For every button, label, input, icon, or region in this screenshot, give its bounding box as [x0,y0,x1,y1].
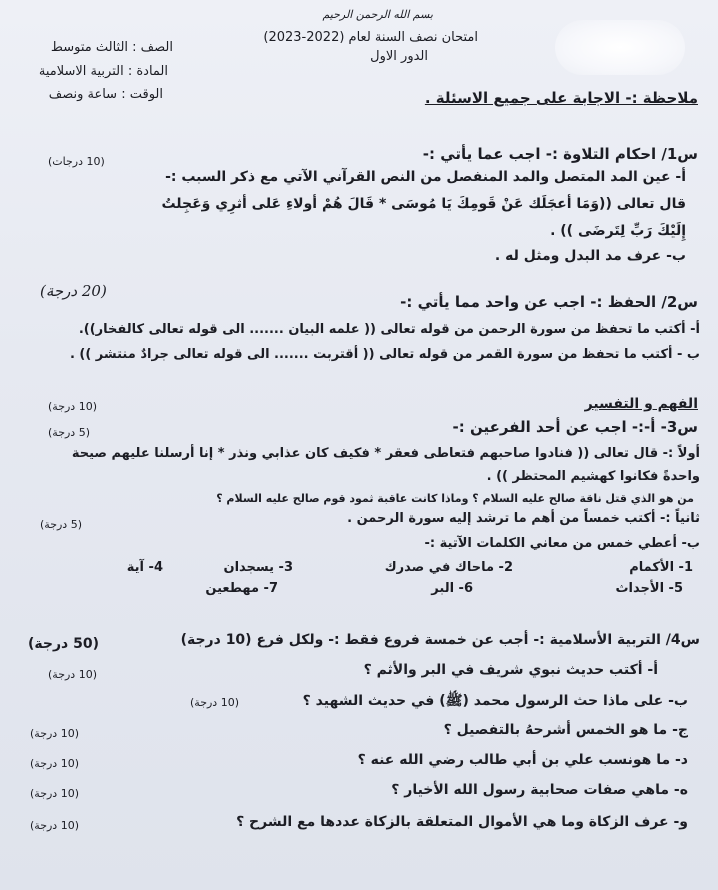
q4-item-b-score: (10 درجة) [190,696,239,709]
q4-score: (50 درجة) [28,636,99,652]
q1-title: س1/ احكام التلاوة :- اجب عما يأتي :- [422,145,698,163]
q4-item-d: د- ما هونسب علي بن أبي طالب رضي الله عنه ؟ [357,752,688,768]
q1-a-line1: أ- عين المد المتصل والمد المنفصل من النص القرآني الآتي مع ذكر السبب :- [165,169,686,185]
q3-word-3: 3- يسجدان [223,560,293,575]
q1-score: (10 درجات) [48,155,105,168]
q3-word-6: 6- البر [431,581,473,596]
q4-item-f: و- عرف الزكاة وما هي الأموال المتعلقة بالزكاة عددها مع الشرح ؟ [236,814,688,830]
q2-b-line: ب - أكتب ما تحفظ من سورة القمر من قوله تعالى (( أقتربت ....... الى قوله تعالى جرادٌ منتشر )) . [69,347,700,362]
q3-word-1: 1- الأكمام [629,560,693,575]
exam-round: الدور الاول [370,49,428,64]
q3-word-2: 2- ماحاك في صدرك [384,560,513,575]
q3-word-7: 7- مهطعين [205,581,278,596]
q3-second-line: ثانياً :- أكتب خمساً من أهم ما ترشد إليه سورة الرحمن . [347,511,700,526]
q1-a-line3: إِلَيْكَ رَبِّ لِتَرضَى )) . [550,223,686,239]
q2-title: س2/ الحفظ :- اجب عن واحد مما يأتي :- [400,293,698,311]
q4-item-e: ه- ماهي صفات صحابية رسول الله الأخيار ؟ [391,782,688,798]
redacted-area [555,20,685,75]
q3-word-5: 5- الأجداث [615,581,683,596]
q4-item-f-score: (10 درجة) [30,819,79,832]
header-class: الصف : الثالث متوسط [50,40,173,55]
q3-section-title: الفهم و التفسير [584,396,698,412]
q3-b-line: ب- أعطي خمس من معاني الكلمات الآتية :- [424,536,700,551]
q4-item-e-score: (10 درجة) [30,787,79,800]
q3-second-score: (5 درجة) [40,518,82,531]
header-subject: المادة : التربية الاسلامية [38,64,168,79]
q3-first-line1: أولاً :- قال تعالى (( فنادوا صاحبهم فتعاطى فعقر * فكيف كان عذابي ونذر * إنا أرسلنا عليهم صيحة [71,446,700,461]
q1-a-line2: قال تعالى ((وَمَا أعجَلَك عَنْ قَومِكَ يَا مُوسَى * قَالَ هُمْ أولاءِ عَلى أثرِي وَعَجِلتُ [161,196,686,212]
q4-item-b: ب- على ماذا حث الرسول محمد (ﷺ) في حديث الشهيد ؟ [302,693,688,709]
q3-first-line2: واحدةً فكانوا كهشيم المحتظر )) . [486,469,700,484]
exam-title: امتحان نصف السنة لعام (2022-2023) [263,30,478,45]
basmala: بسم الله الرحمن الرحيم [322,8,433,21]
q3-title: س3- أ-:- اجب عن أحد الفرعين :- [452,418,698,436]
exam-note: ملاحظة :- الاجابة على جميع الاسئلة . [424,89,698,107]
header-time: الوقت : ساعة ونصف [48,87,163,102]
q4-title: س4/ التربية الأسلامية :- أجب عن خمسة فروع فقط :- ولكل فرع (10 درجة) [180,632,700,648]
q1-b-line: ب- عرف مد البدل ومثل له . [494,248,686,264]
q2-score: (20 درجة) [40,282,107,300]
q3-section-score: (10 درجة) [48,400,97,413]
q4-item-a-score: (10 درجة) [48,668,97,681]
q4-item-d-score: (10 درجة) [30,757,79,770]
q3-word-4: 4- آية [126,560,163,575]
q2-a-line: أ- أكتب ما تحفظ من سورة الرحمن من قوله تعالى (( علمه البيان ....... الى قوله تعالى كالفخار)). [78,322,700,337]
q4-item-a: أ- أكتب حديث نبوي شريف في البر والأثم ؟ [363,662,658,678]
q3-title-score: (5 درجة) [48,426,90,439]
q4-item-c-score: (10 درجة) [30,727,79,740]
q4-item-c: ج- ما هو الخمس أشرحهُ بالتفصيل ؟ [443,722,688,738]
q3-first-line3: من هو الذي قتل ناقة صالح عليه السلام ؟ وماذا كانت عاقبة ثمود قوم صالح عليه السلام ؟ [216,492,694,505]
